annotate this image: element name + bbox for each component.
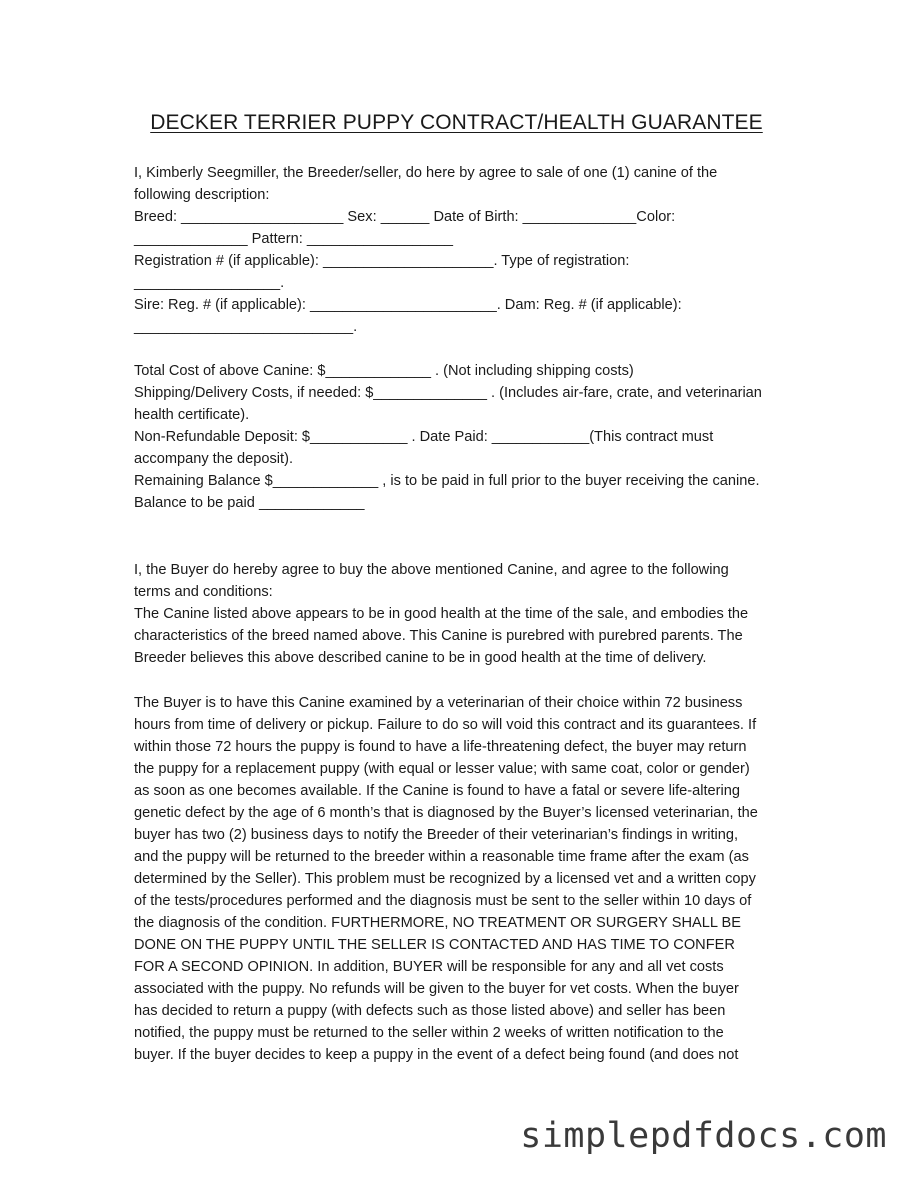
veterinary-exam-paragraph: The Buyer is to have this Canine examined by a veterinarian of their choice within 72 business hours from time of delivery or pickup. Failure to do so will void this contract and its guarantees. If within those 72 hours the puppy is found to have a life-threatening defect, the buyer may return the puppy for a replacement puppy (with equal or lesser value; with same coat, color or gender) as soon as one becomes available. If the Canine is found to have a fatal or severe life-altering genetic defect by the age of 6 month’s that is diagnosed by the Buyer’s licensed veterinarian, the buyer has two (2) business days to notify the Breeder of their veterinarian’s findings in writing, and the puppy will be returned to the breeder within a reasonable time frame after the exam (as determined by the Seller). This problem must be recognized by a licensed vet and a written copy of the tests/procedures performed and the diagnosis must be sent to the seller within 10 days of the diagnosis of the condition. FURTHERMORE, NO TREATMENT OR SURGERY SHALL BE DONE ON THE PUPPY UNTIL THE SELLER IS CONTACTED AND HAS TIME TO CONFER FOR A SECOND OPINION. In addition, BUYER will be responsible for any and all vet costs associated with the puppy. No refunds will be given to the buyer for vet costs. When the buyer has decided to return a puppy (with defects such as those listed above) and seller has been notified, the puppy must be returned to the seller within 2 weeks of written notification to the buyer. If the buyer decides to keep a puppy in the event of a defect being found (and does not — [134, 695, 758, 1063]
cost-paragraph: Total Cost of above Canine: $_____________ . (Not including shipping costs) Shipping/Delivery Costs, if needed: $______________ . (Includes air-fare, crate, and veterinarian health certificate). Non-Refundable Deposit: $____________ . Date Paid: ____________(This contract must accompany the deposit). Remaining Balance $_____________ , is to be paid in full prior to the buyer receiving the canine. Balance to be paid _____________ — [134, 363, 762, 511]
sale-description-paragraph: I, Kimberly Seegmiller, the Breeder/seller, do here by agree to sale of one (1) canine of the following description: Breed: ____________________ Sex: ______ Date of Birth: ______________Color: ______________ Pattern: __________________ Registration # (if applicable): _____________________. Type of registration: __________________. Sire: Reg. # (if applicable): _______________________. Dam: Reg. # (if applicable): ___________________________. — [134, 165, 718, 335]
buyer-agreement-paragraph: I, the Buyer do hereby agree to buy the above mentioned Canine, and agree to the following terms and conditions: The Canine listed above appears to be in good health at the time of the sale, and embodies the characteristics of the breed named above. This Canine is purebred with purebred parents. The Breeder believes this above described canine to be in good health at the time of delivery. — [134, 562, 749, 666]
watermark-logo: simplepdfdocs.com — [520, 1116, 887, 1156]
page-title: DECKER TERRIER PUPPY CONTRACT/HEALTH GUARANTEE — [150, 111, 763, 134]
